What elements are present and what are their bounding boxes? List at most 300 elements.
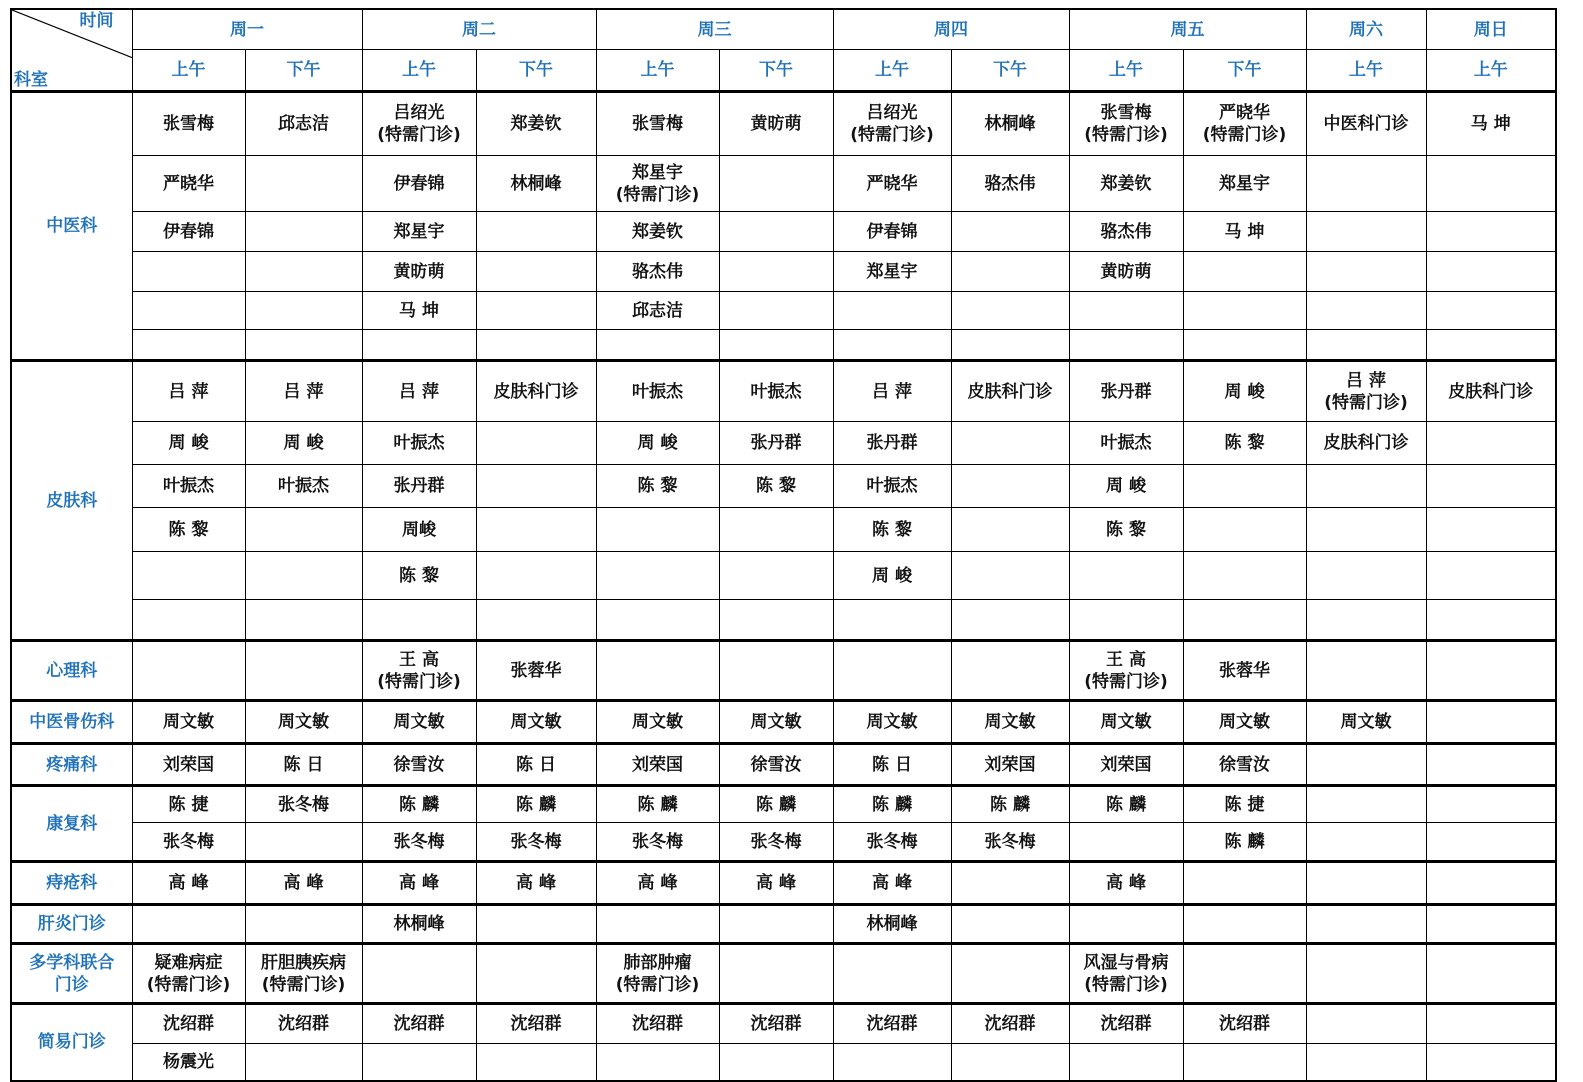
doctor-cell <box>1426 292 1556 330</box>
schedule-row <box>11 862 1556 905</box>
doctor-cell: 皮肤科门诊 <box>476 361 596 422</box>
doctor-cell: 张冬梅 <box>719 823 833 862</box>
department-name: 中医科 <box>11 92 132 361</box>
doctor-cell: 沈绍群 <box>833 1004 951 1044</box>
slot-header: 下午 <box>719 50 833 92</box>
doctor-cell: 伊春锦 <box>132 212 245 252</box>
doctor-cell <box>719 252 833 292</box>
doctor-cell: 周文敏 <box>951 701 1069 744</box>
slot-header: 下午 <box>951 50 1069 92</box>
doctor-cell <box>719 641 833 701</box>
schedule-row <box>11 641 1556 701</box>
doctor-cell <box>1426 252 1556 292</box>
doctor-cell <box>833 330 951 361</box>
doctor-cell <box>719 330 833 361</box>
doctor-cell <box>1426 330 1556 361</box>
doctor-cell: 张冬梅 <box>951 823 1069 862</box>
doctor-cell: 周文敏 <box>245 701 362 744</box>
doctor-cell: 沈绍群 <box>132 1004 245 1044</box>
doctor-cell: 周文敏 <box>1306 701 1426 744</box>
doctor-cell <box>1306 823 1426 862</box>
doctor-cell <box>476 465 596 508</box>
doctor-cell: 高 峰 <box>362 862 476 905</box>
day-header: 周三 <box>596 9 833 50</box>
doctor-cell: 陈 捷 <box>132 786 245 823</box>
doctor-cell: 皮肤科门诊 <box>1426 361 1556 422</box>
department-name: 多学科联合 门诊 <box>11 944 132 1004</box>
doctor-cell: 骆杰伟 <box>1069 212 1183 252</box>
doctor-cell: 严晓华 <box>833 156 951 212</box>
doctor-cell: 陈 麟 <box>833 786 951 823</box>
doctor-cell <box>245 292 362 330</box>
schedule-row <box>11 905 1556 944</box>
doctor-cell <box>1306 212 1426 252</box>
doctor-cell <box>1183 905 1306 944</box>
doctor-cell: 徐雪汝 <box>1183 744 1306 786</box>
doctor-cell: 林桐峰 <box>476 156 596 212</box>
doctor-cell <box>719 292 833 330</box>
doctor-cell <box>132 552 245 600</box>
doctor-cell <box>951 465 1069 508</box>
doctor-cell <box>245 252 362 292</box>
doctor-cell: 周 峻 <box>132 422 245 465</box>
doctor-cell: 陈 捷 <box>1183 786 1306 823</box>
doctor-cell: 马 坤 <box>1426 92 1556 156</box>
schedule-row <box>11 944 1556 1004</box>
doctor-cell: 周文敏 <box>476 701 596 744</box>
doctor-cell <box>1306 905 1426 944</box>
schedule-row <box>11 156 1556 212</box>
doctor-cell <box>1426 823 1556 862</box>
schedule-row <box>11 92 1556 156</box>
doctor-cell <box>476 330 596 361</box>
doctor-cell: 张冬梅 <box>362 823 476 862</box>
doctor-cell <box>1426 744 1556 786</box>
doctor-cell: 沈绍群 <box>1183 1004 1306 1044</box>
doctor-cell <box>1426 156 1556 212</box>
doctor-cell: 杨震光 <box>132 1044 245 1081</box>
doctor-cell <box>476 508 596 552</box>
doctor-cell <box>719 944 833 1004</box>
schedule-row <box>11 823 1556 862</box>
doctor-cell: 马 坤 <box>362 292 476 330</box>
doctor-cell <box>1306 744 1426 786</box>
doctor-cell: 刘荣国 <box>951 744 1069 786</box>
schedule-row <box>11 508 1556 552</box>
doctor-cell <box>833 292 951 330</box>
doctor-cell: 吕 萍 <box>833 361 951 422</box>
doctor-cell: 高 峰 <box>833 862 951 905</box>
doctor-cell: 吕绍光 (特需门诊) <box>362 92 476 156</box>
doctor-cell <box>951 508 1069 552</box>
doctor-cell <box>1306 786 1426 823</box>
doctor-cell <box>245 552 362 600</box>
doctor-cell: 周文敏 <box>1069 701 1183 744</box>
doctor-cell: 高 峰 <box>476 862 596 905</box>
doctor-cell: 周文敏 <box>362 701 476 744</box>
schedule-row <box>11 465 1556 508</box>
doctor-cell: 陈 黎 <box>1069 508 1183 552</box>
doctor-cell <box>951 641 1069 701</box>
doctor-cell <box>951 252 1069 292</box>
schedule-row <box>11 292 1556 330</box>
day-header: 周二 <box>362 9 596 50</box>
doctor-cell: 张丹群 <box>1069 361 1183 422</box>
doctor-cell: 林桐峰 <box>833 905 951 944</box>
doctor-cell <box>132 600 245 641</box>
doctor-cell: 高 峰 <box>596 862 719 905</box>
doctor-cell <box>1069 552 1183 600</box>
doctor-cell <box>1426 701 1556 744</box>
doctor-cell <box>951 212 1069 252</box>
doctor-cell <box>1426 1004 1556 1044</box>
department-name: 中医骨伤科 <box>11 701 132 744</box>
doctor-cell: 高 峰 <box>719 862 833 905</box>
schedule-row <box>11 1004 1556 1044</box>
doctor-cell <box>719 212 833 252</box>
doctor-cell <box>1183 1044 1306 1081</box>
schedule-row <box>11 744 1556 786</box>
doctor-cell: 马 坤 <box>1183 212 1306 252</box>
doctor-cell: 郑姜钦 <box>476 92 596 156</box>
doctor-cell: 刘荣国 <box>132 744 245 786</box>
doctor-cell: 郑姜钦 <box>596 212 719 252</box>
doctor-cell <box>476 292 596 330</box>
doctor-cell: 郑星宇 <box>833 252 951 292</box>
department-name: 简易门诊 <box>11 1004 132 1081</box>
doctor-cell: 风湿与骨病 (特需门诊) <box>1069 944 1183 1004</box>
doctor-cell: 陈 日 <box>833 744 951 786</box>
doctor-cell <box>245 905 362 944</box>
doctor-cell <box>476 552 596 600</box>
doctor-cell <box>1426 508 1556 552</box>
doctor-cell <box>476 905 596 944</box>
doctor-cell: 周文敏 <box>596 701 719 744</box>
doctor-cell <box>1426 1044 1556 1081</box>
doctor-cell: 黄昉萌 <box>362 252 476 292</box>
doctor-cell: 陈 麟 <box>362 786 476 823</box>
doctor-cell: 林桐峰 <box>951 92 1069 156</box>
doctor-cell: 沈绍群 <box>951 1004 1069 1044</box>
schedule-row <box>11 330 1556 361</box>
doctor-cell <box>719 600 833 641</box>
doctor-cell <box>362 330 476 361</box>
doctor-cell: 叶振杰 <box>833 465 951 508</box>
doctor-cell: 陈 麟 <box>476 786 596 823</box>
doctor-cell <box>476 422 596 465</box>
doctor-cell: 疑难病症 (特需门诊) <box>132 944 245 1004</box>
doctor-cell: 中医科门诊 <box>1306 92 1426 156</box>
doctor-cell: 王 高 (特需门诊) <box>362 641 476 701</box>
doctor-cell <box>951 600 1069 641</box>
slot-header: 上午 <box>1426 50 1556 92</box>
doctor-cell <box>1183 292 1306 330</box>
slot-header: 上午 <box>1069 50 1183 92</box>
doctor-cell: 周 峻 <box>596 422 719 465</box>
slot-header: 上午 <box>132 50 245 92</box>
doctor-cell: 张蓉华 <box>476 641 596 701</box>
schedule-row <box>11 786 1556 823</box>
doctor-cell <box>596 552 719 600</box>
doctor-cell <box>951 944 1069 1004</box>
doctor-cell: 张冬梅 <box>833 823 951 862</box>
doctor-cell <box>1426 422 1556 465</box>
doctor-cell <box>596 905 719 944</box>
doctor-cell: 周 峻 <box>833 552 951 600</box>
doctor-cell <box>719 508 833 552</box>
doctor-cell <box>833 641 951 701</box>
doctor-cell: 高 峰 <box>1069 862 1183 905</box>
doctor-cell <box>1306 292 1426 330</box>
doctor-cell: 高 峰 <box>245 862 362 905</box>
doctor-cell: 陈 麟 <box>596 786 719 823</box>
doctor-cell <box>1183 862 1306 905</box>
doctor-cell: 周文敏 <box>833 701 951 744</box>
doctor-cell <box>1426 862 1556 905</box>
doctor-cell <box>951 1044 1069 1081</box>
doctor-cell <box>1306 330 1426 361</box>
doctor-cell <box>719 156 833 212</box>
doctor-cell <box>476 252 596 292</box>
slot-header: 下午 <box>1183 50 1306 92</box>
doctor-cell: 陈 黎 <box>1183 422 1306 465</box>
doctor-cell: 张雪梅 (特需门诊) <box>1069 92 1183 156</box>
doctor-cell: 严晓华 <box>132 156 245 212</box>
doctor-cell <box>596 330 719 361</box>
doctor-cell <box>245 508 362 552</box>
doctor-cell <box>245 212 362 252</box>
doctor-cell: 张雪梅 <box>132 92 245 156</box>
doctor-cell: 吕 萍 <box>245 361 362 422</box>
doctor-cell <box>719 905 833 944</box>
doctor-cell <box>132 641 245 701</box>
doctor-cell <box>1069 330 1183 361</box>
doctor-cell: 张丹群 <box>833 422 951 465</box>
department-name: 疼痛科 <box>11 744 132 786</box>
doctor-cell <box>1306 508 1426 552</box>
doctor-cell: 张冬梅 <box>596 823 719 862</box>
slot-header: 上午 <box>596 50 719 92</box>
doctor-cell: 王 高 (特需门诊) <box>1069 641 1183 701</box>
doctor-cell: 张丹群 <box>719 422 833 465</box>
doctor-cell <box>596 508 719 552</box>
doctor-cell: 肺部肿瘤 (特需门诊) <box>596 944 719 1004</box>
day-header: 周日 <box>1426 9 1556 50</box>
doctor-cell: 伊春锦 <box>362 156 476 212</box>
doctor-cell <box>596 641 719 701</box>
doctor-cell: 叶振杰 <box>245 465 362 508</box>
doctor-cell <box>245 1044 362 1081</box>
doctor-cell <box>1069 823 1183 862</box>
doctor-cell <box>1183 944 1306 1004</box>
doctor-cell: 张冬梅 <box>476 823 596 862</box>
doctor-cell <box>1306 552 1426 600</box>
doctor-cell: 高 峰 <box>132 862 245 905</box>
schedule-row <box>11 212 1556 252</box>
doctor-cell: 陈 黎 <box>132 508 245 552</box>
slot-header: 下午 <box>476 50 596 92</box>
doctor-cell: 吕 萍 <box>362 361 476 422</box>
doctor-cell: 叶振杰 <box>132 465 245 508</box>
doctor-cell <box>245 641 362 701</box>
doctor-cell <box>596 1044 719 1081</box>
doctor-cell <box>476 944 596 1004</box>
doctor-cell: 郑星宇 <box>1183 156 1306 212</box>
doctor-cell: 皮肤科门诊 <box>1306 422 1426 465</box>
department-name: 痔疮科 <box>11 862 132 905</box>
doctor-cell: 徐雪汝 <box>719 744 833 786</box>
dept-label: 科室 <box>14 70 48 90</box>
doctor-cell <box>132 330 245 361</box>
doctor-cell <box>1426 465 1556 508</box>
schedule-row <box>11 422 1556 465</box>
doctor-cell: 沈绍群 <box>245 1004 362 1044</box>
doctor-cell <box>362 600 476 641</box>
doctor-cell: 周 峻 <box>1183 361 1306 422</box>
doctor-cell <box>1183 252 1306 292</box>
doctor-cell: 周文敏 <box>719 701 833 744</box>
outpatient-schedule-table <box>10 8 1557 1082</box>
doctor-cell: 黄昉萌 <box>719 92 833 156</box>
doctor-cell <box>833 1044 951 1081</box>
doctor-cell <box>1306 1044 1426 1081</box>
doctor-cell: 陈 麟 <box>1069 786 1183 823</box>
doctor-cell <box>1183 330 1306 361</box>
doctor-cell <box>1069 292 1183 330</box>
doctor-cell <box>476 1044 596 1081</box>
doctor-cell <box>1426 641 1556 701</box>
schedule-row <box>11 252 1556 292</box>
doctor-cell: 沈绍群 <box>476 1004 596 1044</box>
doctor-cell <box>362 1044 476 1081</box>
doctor-cell: 林桐峰 <box>362 905 476 944</box>
doctor-cell <box>1426 212 1556 252</box>
doctor-cell <box>1426 944 1556 1004</box>
doctor-cell: 叶振杰 <box>719 361 833 422</box>
department-name: 肝炎门诊 <box>11 905 132 944</box>
slot-header: 上午 <box>1306 50 1426 92</box>
doctor-cell <box>1426 905 1556 944</box>
doctor-cell <box>245 156 362 212</box>
doctor-cell: 叶振杰 <box>362 422 476 465</box>
doctor-cell <box>951 292 1069 330</box>
doctor-cell <box>245 823 362 862</box>
day-header: 周一 <box>132 9 362 50</box>
time-label: 时间 <box>79 11 114 31</box>
schedule-row <box>11 701 1556 744</box>
doctor-cell: 张丹群 <box>362 465 476 508</box>
doctor-cell: 骆杰伟 <box>596 252 719 292</box>
doctor-cell: 沈绍群 <box>362 1004 476 1044</box>
doctor-cell: 沈绍群 <box>1069 1004 1183 1044</box>
doctor-cell: 陈 黎 <box>833 508 951 552</box>
doctor-cell: 刘荣国 <box>1069 744 1183 786</box>
doctor-cell: 骆杰伟 <box>951 156 1069 212</box>
doctor-cell <box>719 552 833 600</box>
doctor-cell <box>132 905 245 944</box>
doctor-cell: 周文敏 <box>132 701 245 744</box>
slot-header: 上午 <box>362 50 476 92</box>
slot-header: 上午 <box>833 50 951 92</box>
doctor-cell: 陈 麟 <box>1183 823 1306 862</box>
doctor-cell: 周峻 <box>362 508 476 552</box>
doctor-cell <box>476 212 596 252</box>
doctor-cell: 陈 麟 <box>719 786 833 823</box>
doctor-cell <box>1183 508 1306 552</box>
doctor-cell: 陈 日 <box>245 744 362 786</box>
doctor-cell: 张冬梅 <box>132 823 245 862</box>
doctor-cell: 肝胆胰疾病 (特需门诊) <box>245 944 362 1004</box>
schedule-row <box>11 1044 1556 1081</box>
doctor-cell: 郑星宇 (特需门诊) <box>596 156 719 212</box>
doctor-cell <box>951 905 1069 944</box>
doctor-cell: 张蓉华 <box>1183 641 1306 701</box>
doctor-cell: 吕 萍 <box>132 361 245 422</box>
doctor-cell: 邱志洁 <box>245 92 362 156</box>
doctor-cell <box>1069 905 1183 944</box>
doctor-cell <box>1426 600 1556 641</box>
doctor-cell: 陈 黎 <box>719 465 833 508</box>
doctor-cell: 沈绍群 <box>596 1004 719 1044</box>
doctor-cell: 郑星宇 <box>362 212 476 252</box>
doctor-cell: 张雪梅 <box>596 92 719 156</box>
doctor-cell <box>132 252 245 292</box>
doctor-cell <box>833 944 951 1004</box>
doctor-cell: 吕绍光 (特需门诊) <box>833 92 951 156</box>
doctor-cell <box>132 292 245 330</box>
doctor-cell: 严晓华 (特需门诊) <box>1183 92 1306 156</box>
doctor-cell <box>245 600 362 641</box>
doctor-cell: 叶振杰 <box>1069 422 1183 465</box>
doctor-cell <box>951 330 1069 361</box>
doctor-cell <box>1306 862 1426 905</box>
doctor-cell: 叶振杰 <box>596 361 719 422</box>
doctor-cell <box>1183 600 1306 641</box>
doctor-cell <box>1426 552 1556 600</box>
slot-header: 下午 <box>245 50 362 92</box>
doctor-cell <box>1306 600 1426 641</box>
doctor-cell <box>1306 1004 1426 1044</box>
doctor-cell <box>719 1044 833 1081</box>
doctor-cell <box>1306 465 1426 508</box>
day-header: 周六 <box>1306 9 1426 50</box>
doctor-cell: 陈 日 <box>476 744 596 786</box>
doctor-cell: 吕 萍 (特需门诊) <box>1306 361 1426 422</box>
doctor-cell: 邱志洁 <box>596 292 719 330</box>
doctor-cell <box>476 600 596 641</box>
doctor-cell <box>951 552 1069 600</box>
doctor-cell: 沈绍群 <box>719 1004 833 1044</box>
doctor-cell <box>1306 156 1426 212</box>
doctor-cell: 周 峻 <box>245 422 362 465</box>
doctor-cell: 黄昉萌 <box>1069 252 1183 292</box>
doctor-cell: 张冬梅 <box>245 786 362 823</box>
doctor-cell <box>1306 944 1426 1004</box>
doctor-cell <box>833 600 951 641</box>
department-name: 皮肤科 <box>11 361 132 641</box>
doctor-cell: 皮肤科门诊 <box>951 361 1069 422</box>
doctor-cell <box>245 330 362 361</box>
department-name: 心理科 <box>11 641 132 701</box>
doctor-cell <box>1306 252 1426 292</box>
doctor-cell: 陈 黎 <box>596 465 719 508</box>
doctor-cell <box>596 600 719 641</box>
doctor-cell <box>1426 786 1556 823</box>
doctor-cell: 刘荣国 <box>596 744 719 786</box>
schedule-row <box>11 361 1556 422</box>
schedule-row <box>11 552 1556 600</box>
day-header: 周五 <box>1069 9 1306 50</box>
